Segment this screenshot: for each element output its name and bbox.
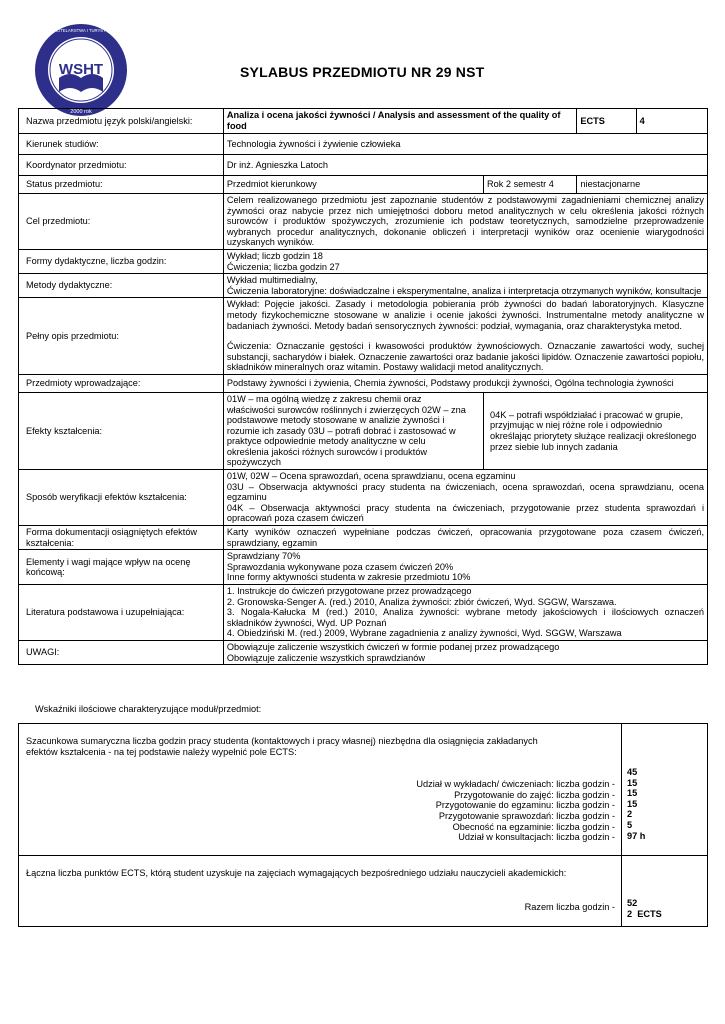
ects-summary-text-cell [19,724,622,856]
uwagi-line-2: Obowiązuje zaliczenie wszystkich sprawdzianów [226,652,426,663]
value-nazwa: Analiza i ocena jakości żywności / Analysis and assessment of the quality of food [223,109,577,134]
label-cel: Cel przedmiotu: [19,194,224,250]
hours-value: 45 [627,767,638,777]
row-wprowadzajace [19,374,708,392]
hours-label: Udział w konsultacjach: liczba godzin - [458,832,615,843]
label-formy: Formy dydaktyczne, liczba godzin: [19,249,224,273]
value-literatura [223,585,707,641]
ects-contact-text: Łączna liczba punktów ECTS, którą student uzyskuje na zajęciach wymagających bezpośredniego udziału nauczycieli akademickich: [26,868,567,878]
value-wprowadzajace: Podstawy żywności i żywienia, Chemia żywności, Podstawy produkcji żywności, Ogólna technologia żywności [223,374,707,392]
label-forma-dok: Forma dokumentacji osiągniętych efektów kształcenia: [19,526,224,550]
row-weryfikacja [19,470,708,526]
row-literatura [19,585,708,641]
literatura-line-4: 4. Obiedziński M. (red.) 2009, Wybrane zagadnienia z analizy żywności, Wyd. SGGW, Warszawa [226,628,622,639]
value-opis [223,298,707,375]
value-tryb: niestacjonarne [577,176,708,194]
value-koordynator: Dr inż. Agnieszka Latoch [223,155,707,176]
uwagi-line-1: Obowiązuje zaliczenie wszystkich ćwiczeń w formie podanej przez prowadzącego [226,641,560,652]
value-status: Przedmiot kierunkowy [223,176,483,194]
label-wprowadzajace: Przedmioty wprowadzające: [19,374,224,392]
formy-line-2: Ćwiczenia; liczba godzin 27 [226,261,340,272]
hours-label: Obecność na egzaminie: liczba godzin - [452,821,615,832]
label-nazwa: Nazwa przedmiotu język polski/angielski: [19,109,224,134]
ects-contact-text-cell [19,856,622,927]
value-elementy [223,550,707,585]
ects-table [18,723,708,927]
metody-line-1: Wykład multimedialny, [226,275,318,286]
metody-line-2: Ćwiczenia laboratoryjne: doświadczalne i eksperymentalne, analiza i interpretacja otrzymanych wyników, konsultacje [226,285,702,296]
elementy-line-2: Sprawozdania wykonywane poza czasem ćwiczeń 20% [226,561,454,572]
literatura-line-1: 1. Instrukcje do ćwiczeń przygotowane przez prowadzącego [226,586,472,596]
ects-value: 4 [636,109,707,134]
hours-label-list [26,779,615,843]
ects-contact-values [622,856,708,927]
syllabus-table [18,108,708,665]
contact-ects-value: 2 ECTS [627,908,662,919]
label-weryfikacja: Sposób weryfikacji efektów kształcenia: [19,470,224,526]
row-efekty [19,392,708,469]
row-koordynator [19,155,708,176]
contact-hours-label: Razem liczba godzin - [524,901,615,912]
literatura-line-3: 3. Nogala-Kałucka M (red.) 2010, Analiza żywności: wybrane metody jakościowych i ilościowych oznaczeń składników żywności, Wyd. UP Poznań [226,607,704,628]
row-nazwa [19,109,708,134]
logo-year: 2000 rok [70,109,92,115]
row-cel [19,194,708,250]
hours-label: Przygotowanie do egzaminu: liczba godzin - [435,800,615,811]
ects-label: ECTS [577,109,636,134]
elementy-line-3: Inne formy aktywności studenta w zakresie przedmiotu 10% [226,572,471,583]
hours-total: 97 h [627,830,646,841]
weryfikacja-line-3: 04K – Obserwacja aktywności pracy studenta na ćwiczeniach, przygotowanie przez studenta sprawozdań i opracowań poza czasem ćwiczeń [226,502,704,524]
opis-para-1: Wykład: Pojęcie jakości. Zasady i metodologia pobierania prób żywności do badań laboratoryjnych. Klasyczne metody fizykochemiczne stosowane w analizie i ocenie jakości żywności. Instrumentalne metody analityczne w badaniach żywności. Metody badań sensorycznych żywności: podział, wymagania, oraz charakterystyka metod. [226,299,704,331]
elementy-line-1: Sprawdziany 70% [226,551,301,562]
value-formy [223,249,707,273]
hours-value: 2 [627,809,633,820]
row-metody [19,274,708,298]
hours-value: 15 [627,798,638,809]
weryfikacja-line-1: 01W, 02W – Ocena sprawozdań, ocena sprawdzianu, ocena egzaminu [226,471,516,482]
page-title: SYLABUS PRZEDMIOTU NR 29 NST [240,64,485,80]
school-logo [18,22,144,118]
value-cel: Celem realizowanego przedmiotu jest zapoznanie studentów z podstawowymi zagadnieniami chemicznej analizy żywności oraz nabycie przez nich umiejętności doboru metod analitycznych w celu określenia jakości różnych surowców i produktów spożywczych, zrozumienie ich podstaw teoretycznych, samodzielne przeprowadzenie wybranych procedur analitycznych, dokonanie obliczeń i interpretacji wyników oraz ocenienie wiarygodności uzyskanych wyników. [223,194,707,250]
row-status [19,176,708,194]
value-weryfikacja [223,470,707,526]
row-forma-dok [19,526,708,550]
logo-ring-text: WYŻSZA SZKOŁA HOTELARSTWA I TURYSTYKI w Częstochowie [18,28,144,33]
label-opis: Pełny opis przedmiotu: [19,298,224,375]
value-efekty-right: 04K – potrafi współdziałać i pracować w grupie, przyjmując w niej różne role i odpowiednio określając priorytety służące realizacji określonego przez siebie lub innych zadania [484,392,708,469]
label-efekty: Efekty kształcenia: [19,392,224,469]
ects-summary-values [622,724,708,856]
weryfikacja-line-2: 03U – Obserwacja aktywności pracy studenta na ćwiczeniach, ocena sprawozdań, ocena sprawdzianu, ocena egzaminu [226,481,704,503]
ects-heading: Wskaźniki ilościowe charakteryzujące moduł/przedmiot: [35,704,262,714]
label-kierunek: Kierunek studiów: [19,134,224,155]
formy-line-1: Wykład; liczb godzin 18 [226,250,323,261]
literatura-line-2: 2. Gronowska-Senger A. (red.) 2010, Analiza żywności: zbiór ćwiczeń, Wyd. SGGW, Warszawa. [226,596,617,607]
opis-para-2: Ćwiczenia: Oznaczanie gęstości i kwasowości produktów żywnościowych. Oznaczanie zawartości wody, suchej substancji, sacharydów i białek. Oznaczenie zawartości oraz badanie jakości lipidów. Oznaczenie zawartości popiołu, składników mineralnych oraz witamin. Postawy walidacji metod analitycznych. [226,341,704,373]
hours-label: Przygotowanie do zajęć: liczba godzin - [454,789,615,800]
hours-value: 5 [627,819,633,830]
value-uwagi [223,640,707,664]
label-literatura: Literatura podstawowa i uzupełniająca: [19,585,224,641]
row-opis [19,298,708,375]
row-kierunek [19,134,708,155]
label-elementy: Elementy i wagi mające wpływ na ocenę końcową: [19,550,224,585]
value-rok: Rok 2 semestr 4 [484,176,577,194]
contact-hours-value: 52 [627,898,638,908]
row-uwagi [19,640,708,664]
hours-value: 15 [627,777,638,788]
ects-summary-text: Szacunkowa sumaryczna liczba godzin pracy studenta (kontaktowych i pracy własnej) niezbędna dla osiągnięcia zakładanych efektów kształcenia - na tej podstawie należy wypełnić pole ECTS: [26,736,538,757]
row-formy [19,249,708,273]
ects-summary-row [19,724,708,856]
value-metody [223,274,707,298]
hours-label: Przygotowanie sprawozdań: liczba godzin - [438,810,615,821]
label-koordynator: Koordynator przedmiotu: [19,155,224,176]
hours-label: Udział w wykładach/ ćwiczeniach: liczba godzin - [416,779,615,790]
value-kierunek: Technologia żywności i żywienie człowieka [223,134,707,155]
logo-text: WSHT [58,61,104,78]
ects-contact-row [19,856,708,927]
row-elementy [19,550,708,585]
hours-value: 15 [627,788,638,799]
label-uwagi: UWAGI: [19,640,224,664]
label-status: Status przedmiotu: [19,176,224,194]
value-forma-dok: Karty wyników oznaczeń wypełniane podczas ćwiczeń, opracowania przygotowane poza czasem ćwiczeń, sprawdziany, egzamin [223,526,707,550]
value-efekty-left: 01W – ma ogólną wiedzę z zakresu chemii oraz właściwości surowców roślinnych i zwierzęcych 02W – zna podstawowe metody stosowane w analizie żywności i rozumie ich zasady 03U – potrafi dobrać i zastosować w praktyce odpowiednie metody analityczne w celu określenia jakości różnych surowców i produktów spożywczych [223,392,483,469]
label-metody: Metody dydaktyczne: [19,274,224,298]
